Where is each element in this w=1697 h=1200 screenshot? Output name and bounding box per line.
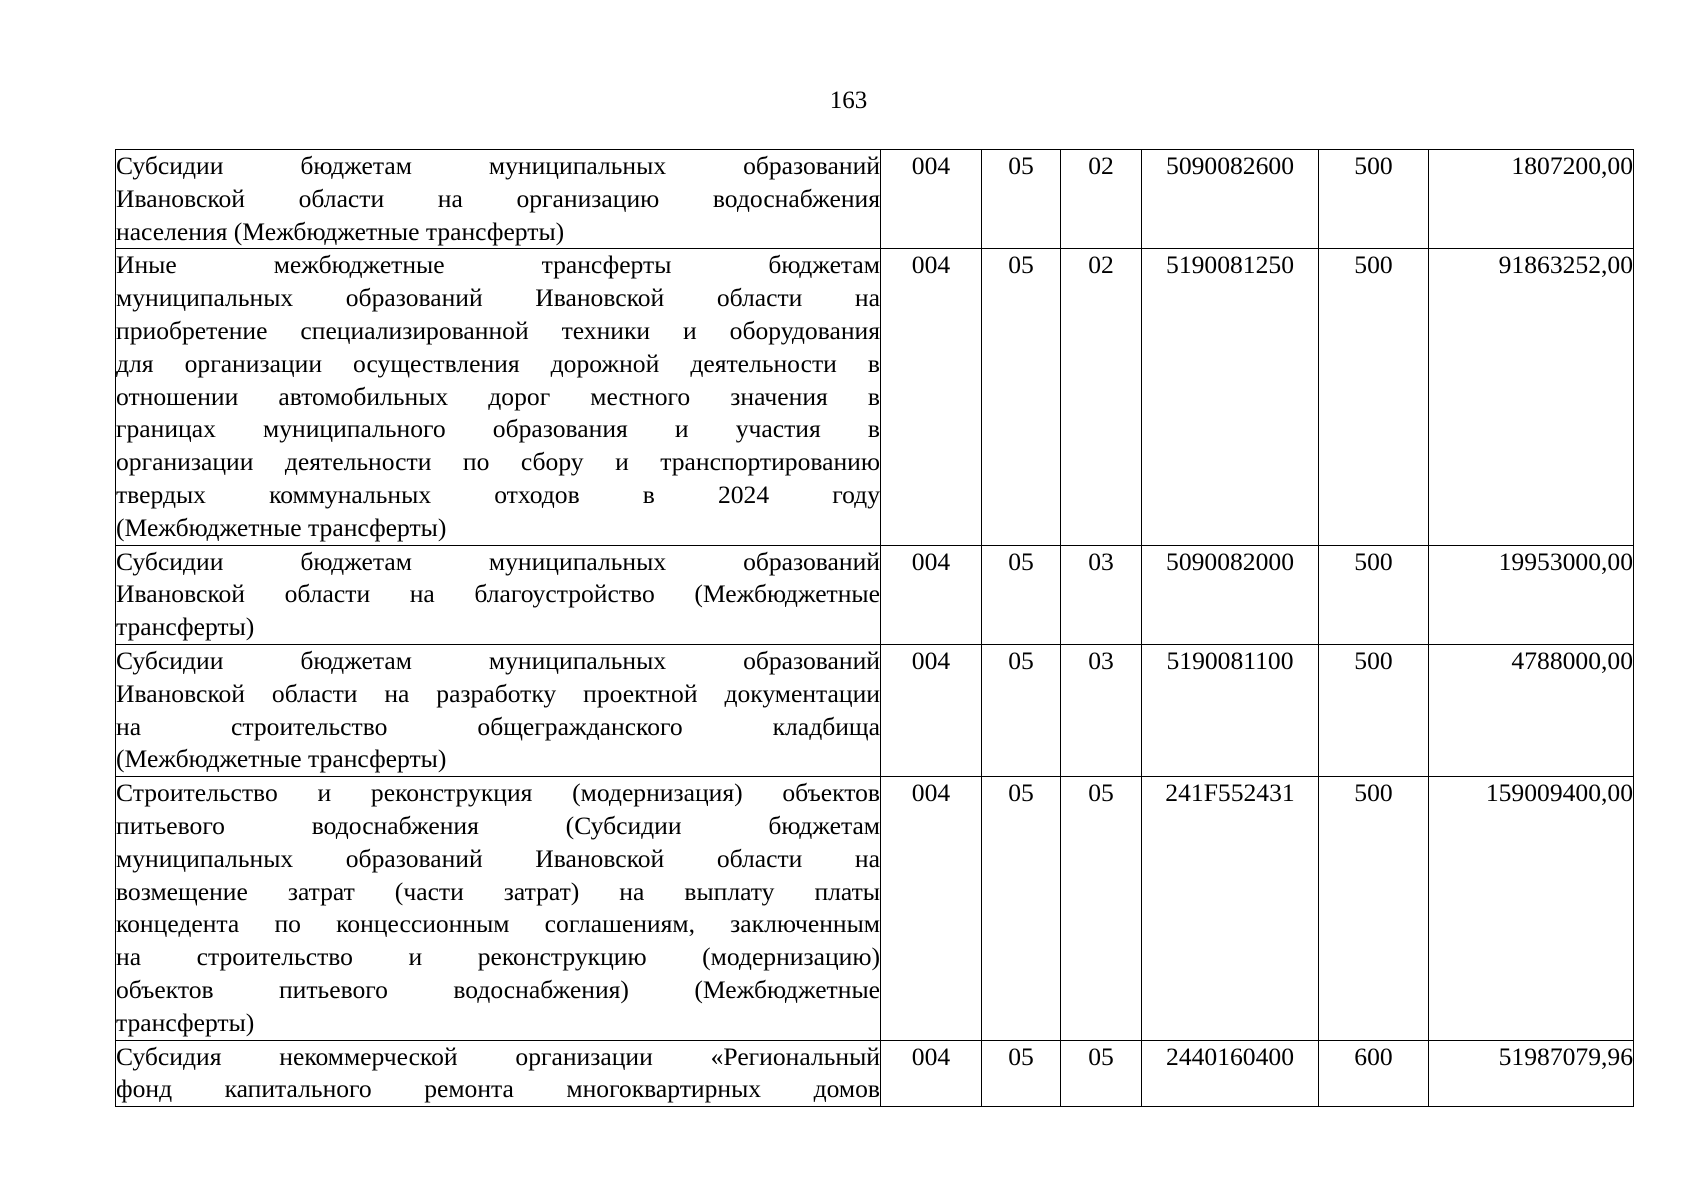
budget-table bbox=[115, 149, 1634, 1107]
expense-type-cell: 500 bbox=[1319, 777, 1429, 1040]
description-line: Строительство и реконструкция (модернизация) объектов bbox=[116, 778, 880, 808]
table-row bbox=[116, 777, 1634, 1040]
ministry-code-cell: 004 bbox=[881, 249, 982, 545]
subsection-code-cell: 02 bbox=[1061, 150, 1142, 249]
section-code-cell: 05 bbox=[982, 644, 1061, 776]
ministry-code-cell: 004 bbox=[881, 644, 982, 776]
ministry-code-cell: 004 bbox=[881, 545, 982, 644]
section-code-cell: 05 bbox=[982, 150, 1061, 249]
page-number: 163 bbox=[829, 87, 868, 114]
description-cell bbox=[116, 249, 881, 545]
subsection-code-cell: 05 bbox=[1061, 1040, 1142, 1107]
table-row bbox=[116, 249, 1634, 545]
description-line: (Межбюджетные трансферты) bbox=[116, 512, 447, 542]
target-article-cell: 5190081250 bbox=[1142, 249, 1319, 545]
ministry-code-cell: 004 bbox=[881, 150, 982, 249]
description-line: границах муниципального образования и участия в bbox=[116, 414, 880, 444]
description-line: питьевого водоснабжения (Субсидии бюджетам bbox=[116, 810, 880, 840]
amount-cell: 4788000,00 bbox=[1429, 644, 1634, 776]
description-line: муниципальных образований Ивановской области на bbox=[116, 843, 880, 873]
table-row bbox=[116, 1040, 1634, 1107]
description-line: (Межбюджетные трансферты) bbox=[116, 744, 447, 774]
amount-cell: 1807200,00 bbox=[1429, 150, 1634, 249]
description-cell bbox=[116, 644, 881, 776]
description-line: приобретение специализированной техники и оборудования bbox=[116, 315, 880, 345]
description-line: трансферты) bbox=[116, 1007, 255, 1037]
amount-cell: 159009400,00 bbox=[1429, 777, 1634, 1040]
subsection-code-cell: 02 bbox=[1061, 249, 1142, 545]
description-line: Субсидии бюджетам муниципальных образований bbox=[116, 645, 880, 675]
section-code-cell: 05 bbox=[982, 545, 1061, 644]
table-row bbox=[116, 644, 1634, 776]
amount-cell: 19953000,00 bbox=[1429, 545, 1634, 644]
description-line: Субсидии бюджетам муниципальных образований bbox=[116, 546, 880, 576]
description-line: Субсидии бюджетам муниципальных образований bbox=[116, 151, 880, 180]
description-line: объектов питьевого водоснабжения) (Межбюджетные bbox=[116, 974, 880, 1004]
expense-type-cell: 500 bbox=[1319, 150, 1429, 249]
description-line: Ивановской области на организацию водоснабжения bbox=[116, 183, 880, 213]
table-row bbox=[116, 545, 1634, 644]
description-line: фонд капитального ремонта многоквартирных домов bbox=[116, 1074, 880, 1104]
expense-type-cell: 500 bbox=[1319, 644, 1429, 776]
description-line: для организации осуществления дорожной деятельности в bbox=[116, 348, 880, 378]
description-cell bbox=[116, 1040, 881, 1107]
description-line: трансферты) bbox=[116, 612, 255, 642]
description-cell bbox=[116, 777, 881, 1040]
target-article-cell: 5190081100 bbox=[1142, 644, 1319, 776]
amount-cell: 91863252,00 bbox=[1429, 249, 1634, 545]
section-code-cell: 05 bbox=[982, 249, 1061, 545]
subsection-code-cell: 03 bbox=[1061, 644, 1142, 776]
description-line: на строительство и реконструкцию (модернизацию) bbox=[116, 942, 880, 972]
description-line: муниципальных образований Ивановской области на bbox=[116, 283, 880, 313]
target-article-cell: 5090082000 bbox=[1142, 545, 1319, 644]
expense-type-cell: 500 bbox=[1319, 545, 1429, 644]
amount-cell: 51987079,96 bbox=[1429, 1040, 1634, 1107]
description-line: Иные межбюджетные трансферты бюджетам bbox=[116, 250, 880, 280]
target-article-cell: 5090082600 bbox=[1142, 150, 1319, 249]
description-line: Ивановской области на разработку проектной документации bbox=[116, 678, 880, 708]
ministry-code-cell: 004 bbox=[881, 1040, 982, 1107]
description-cell bbox=[116, 150, 881, 249]
table-body bbox=[116, 150, 1634, 1107]
expense-type-cell: 600 bbox=[1319, 1040, 1429, 1107]
description-line: Ивановской области на благоустройство (Межбюджетные bbox=[116, 579, 880, 609]
description-line: на строительство общегражданского кладбища bbox=[116, 711, 880, 741]
target-article-cell: 2440160400 bbox=[1142, 1040, 1319, 1107]
ministry-code-cell: 004 bbox=[881, 777, 982, 1040]
section-code-cell: 05 bbox=[982, 777, 1061, 1040]
description-line: отношении автомобильных дорог местного значения в bbox=[116, 381, 880, 411]
table-row bbox=[116, 150, 1634, 249]
description-line: населения (Межбюджетные трансферты) bbox=[116, 216, 565, 246]
target-article-cell: 241F552431 bbox=[1142, 777, 1319, 1040]
description-line: возмещение затрат (части затрат) на выплату платы bbox=[116, 876, 880, 906]
subsection-code-cell: 03 bbox=[1061, 545, 1142, 644]
subsection-code-cell: 05 bbox=[1061, 777, 1142, 1040]
description-line: концедента по концессионным соглашениям, заключенным bbox=[116, 909, 880, 939]
description-cell bbox=[116, 545, 881, 644]
description-line: организации деятельности по сбору и транспортированию bbox=[116, 447, 880, 477]
expense-type-cell: 500 bbox=[1319, 249, 1429, 545]
description-line: твердых коммунальных отходов в 2024 году bbox=[116, 479, 880, 509]
section-code-cell: 05 bbox=[982, 1040, 1061, 1107]
description-line: Субсидия некоммерческой организации «Региональный bbox=[116, 1041, 880, 1071]
